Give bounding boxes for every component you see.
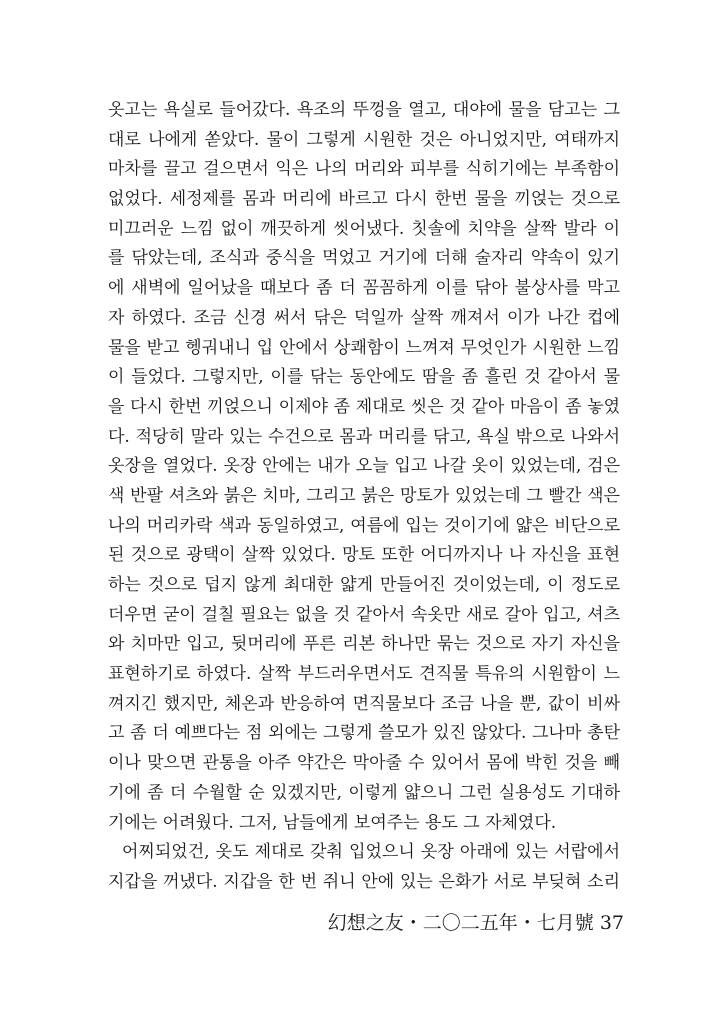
issue-month: 七月號 <box>536 912 594 934</box>
text-line: 고 좀 더 예쁘다는 점 외에는 그렇게 쓸모가 있진 않았다. 그나마 총탄 <box>108 723 620 744</box>
text-line-paragraph-start: 어찌되었건, 옷도 제대로 갖춰 입었으니 옷장 아래에 있는 서랍에서 <box>122 842 620 863</box>
body-text <box>108 96 620 898</box>
footer-separator: ・ <box>403 912 423 934</box>
text-line: 옷고는 욕실로 들어갔다. 욕조의 뚜껑을 열고, 대야에 물을 담고는 그 <box>108 100 620 120</box>
text-line: 다. 적당히 말라 있는 수건으로 몸과 머리를 닦고, 욕실 밖으로 나와서 <box>108 426 620 447</box>
text-line: 미끄러운 느낌 없이 깨끗하게 씻어냈다. 칫솔에 치약을 살짝 발라 이 <box>108 218 620 239</box>
text-line: 이나 맞으면 관통을 아주 약간은 막아줄 수 있어서 몸에 박힌 것을 빼 <box>108 753 620 774</box>
text-line: 이 들었다. 그렇지만, 이를 닦는 동안에도 땀을 좀 흘린 것 같아서 물 <box>108 367 620 388</box>
text-line: 자 하였다. 조금 신경 써서 닦은 덕일까 살짝 깨져서 이가 나간 컵에 <box>108 307 620 328</box>
text-line: 기에 좀 더 수월할 순 있겠지만, 이렇게 얇으니 그런 실용성도 기대하 <box>108 782 620 803</box>
text-line: 껴지긴 했지만, 체온과 반응하여 면직물보다 조금 나을 뿐, 값이 비싸 <box>108 693 620 714</box>
page-number: 37 <box>599 912 624 934</box>
text-line: 를 닦았는데, 조식과 중식을 먹었고 거기에 더해 술자리 약속이 있기 <box>108 248 620 269</box>
page-footer <box>328 908 624 935</box>
footer-separator: ・ <box>517 912 537 934</box>
text-line: 하는 것으로 덥지 않게 최대한 얇게 만들어진 것이었는데, 이 정도로 <box>108 575 620 595</box>
issue-year: 二〇二五年 <box>422 912 518 934</box>
text-line: 더우면 굳이 걸칠 필요는 없을 것 같아서 속옷만 새로 갈아 입고, 셔츠 <box>108 604 620 625</box>
magazine-title: 幻想之友 <box>327 912 404 934</box>
text-line: 된 것으로 광택이 살짝 있었다. 망토 또한 어디까지나 나 자신을 표현 <box>108 545 620 566</box>
text-line: 을 다시 한번 끼얹으니 이제야 좀 제대로 씻은 것 같아 마음이 좀 놓였 <box>108 396 620 417</box>
text-line: 와 치마만 입고, 뒷머리에 푸른 리본 하나만 묶는 것으로 자기 자신을 <box>108 634 620 655</box>
text-line-paragraph-end: 기에는 어려웠다. 그저, 남들에게 보여주는 용도 그 자체였다. <box>108 812 557 833</box>
text-line: 없었다. 세정제를 몸과 머리에 바르고 다시 한번 물을 끼얹는 것으로 <box>108 189 620 210</box>
text-line: 옷장을 열었다. 옷장 안에는 내가 오늘 입고 나갈 옷이 있었는데, 검은 <box>108 456 620 477</box>
text-line: 지갑을 꺼냈다. 지갑을 한 번 쥐니 안에 있는 은화가 서로 부딪혀 소리 <box>108 871 620 892</box>
text-line: 물을 받고 헹궈내니 입 안에서 상쾌함이 느껴져 무엇인가 시원한 느낌 <box>108 337 620 358</box>
text-line: 마차를 끌고 걸으면서 익은 나의 머리와 피부를 식히기에는 부족함이 <box>108 159 620 180</box>
text-line: 대로 나에게 쏟았다. 물이 그렇게 시원한 것은 아니었지만, 여태까지 <box>108 129 620 150</box>
text-line: 에 새벽에 일어났을 때보다 좀 더 꼼꼼하게 이를 닦아 불상사를 막고 <box>108 278 620 299</box>
text-line: 표현하기로 하였다. 살짝 부드러우면서도 견직물 특유의 시원함이 느 <box>108 664 620 685</box>
text-line: 나의 머리카락 색과 동일하였고, 여름에 입는 것이기에 얇은 비단으로 <box>108 515 620 536</box>
text-line: 색 반팔 셔츠와 붉은 치마, 그리고 붉은 망토가 있었는데 그 빨간 색은 <box>108 485 620 506</box>
